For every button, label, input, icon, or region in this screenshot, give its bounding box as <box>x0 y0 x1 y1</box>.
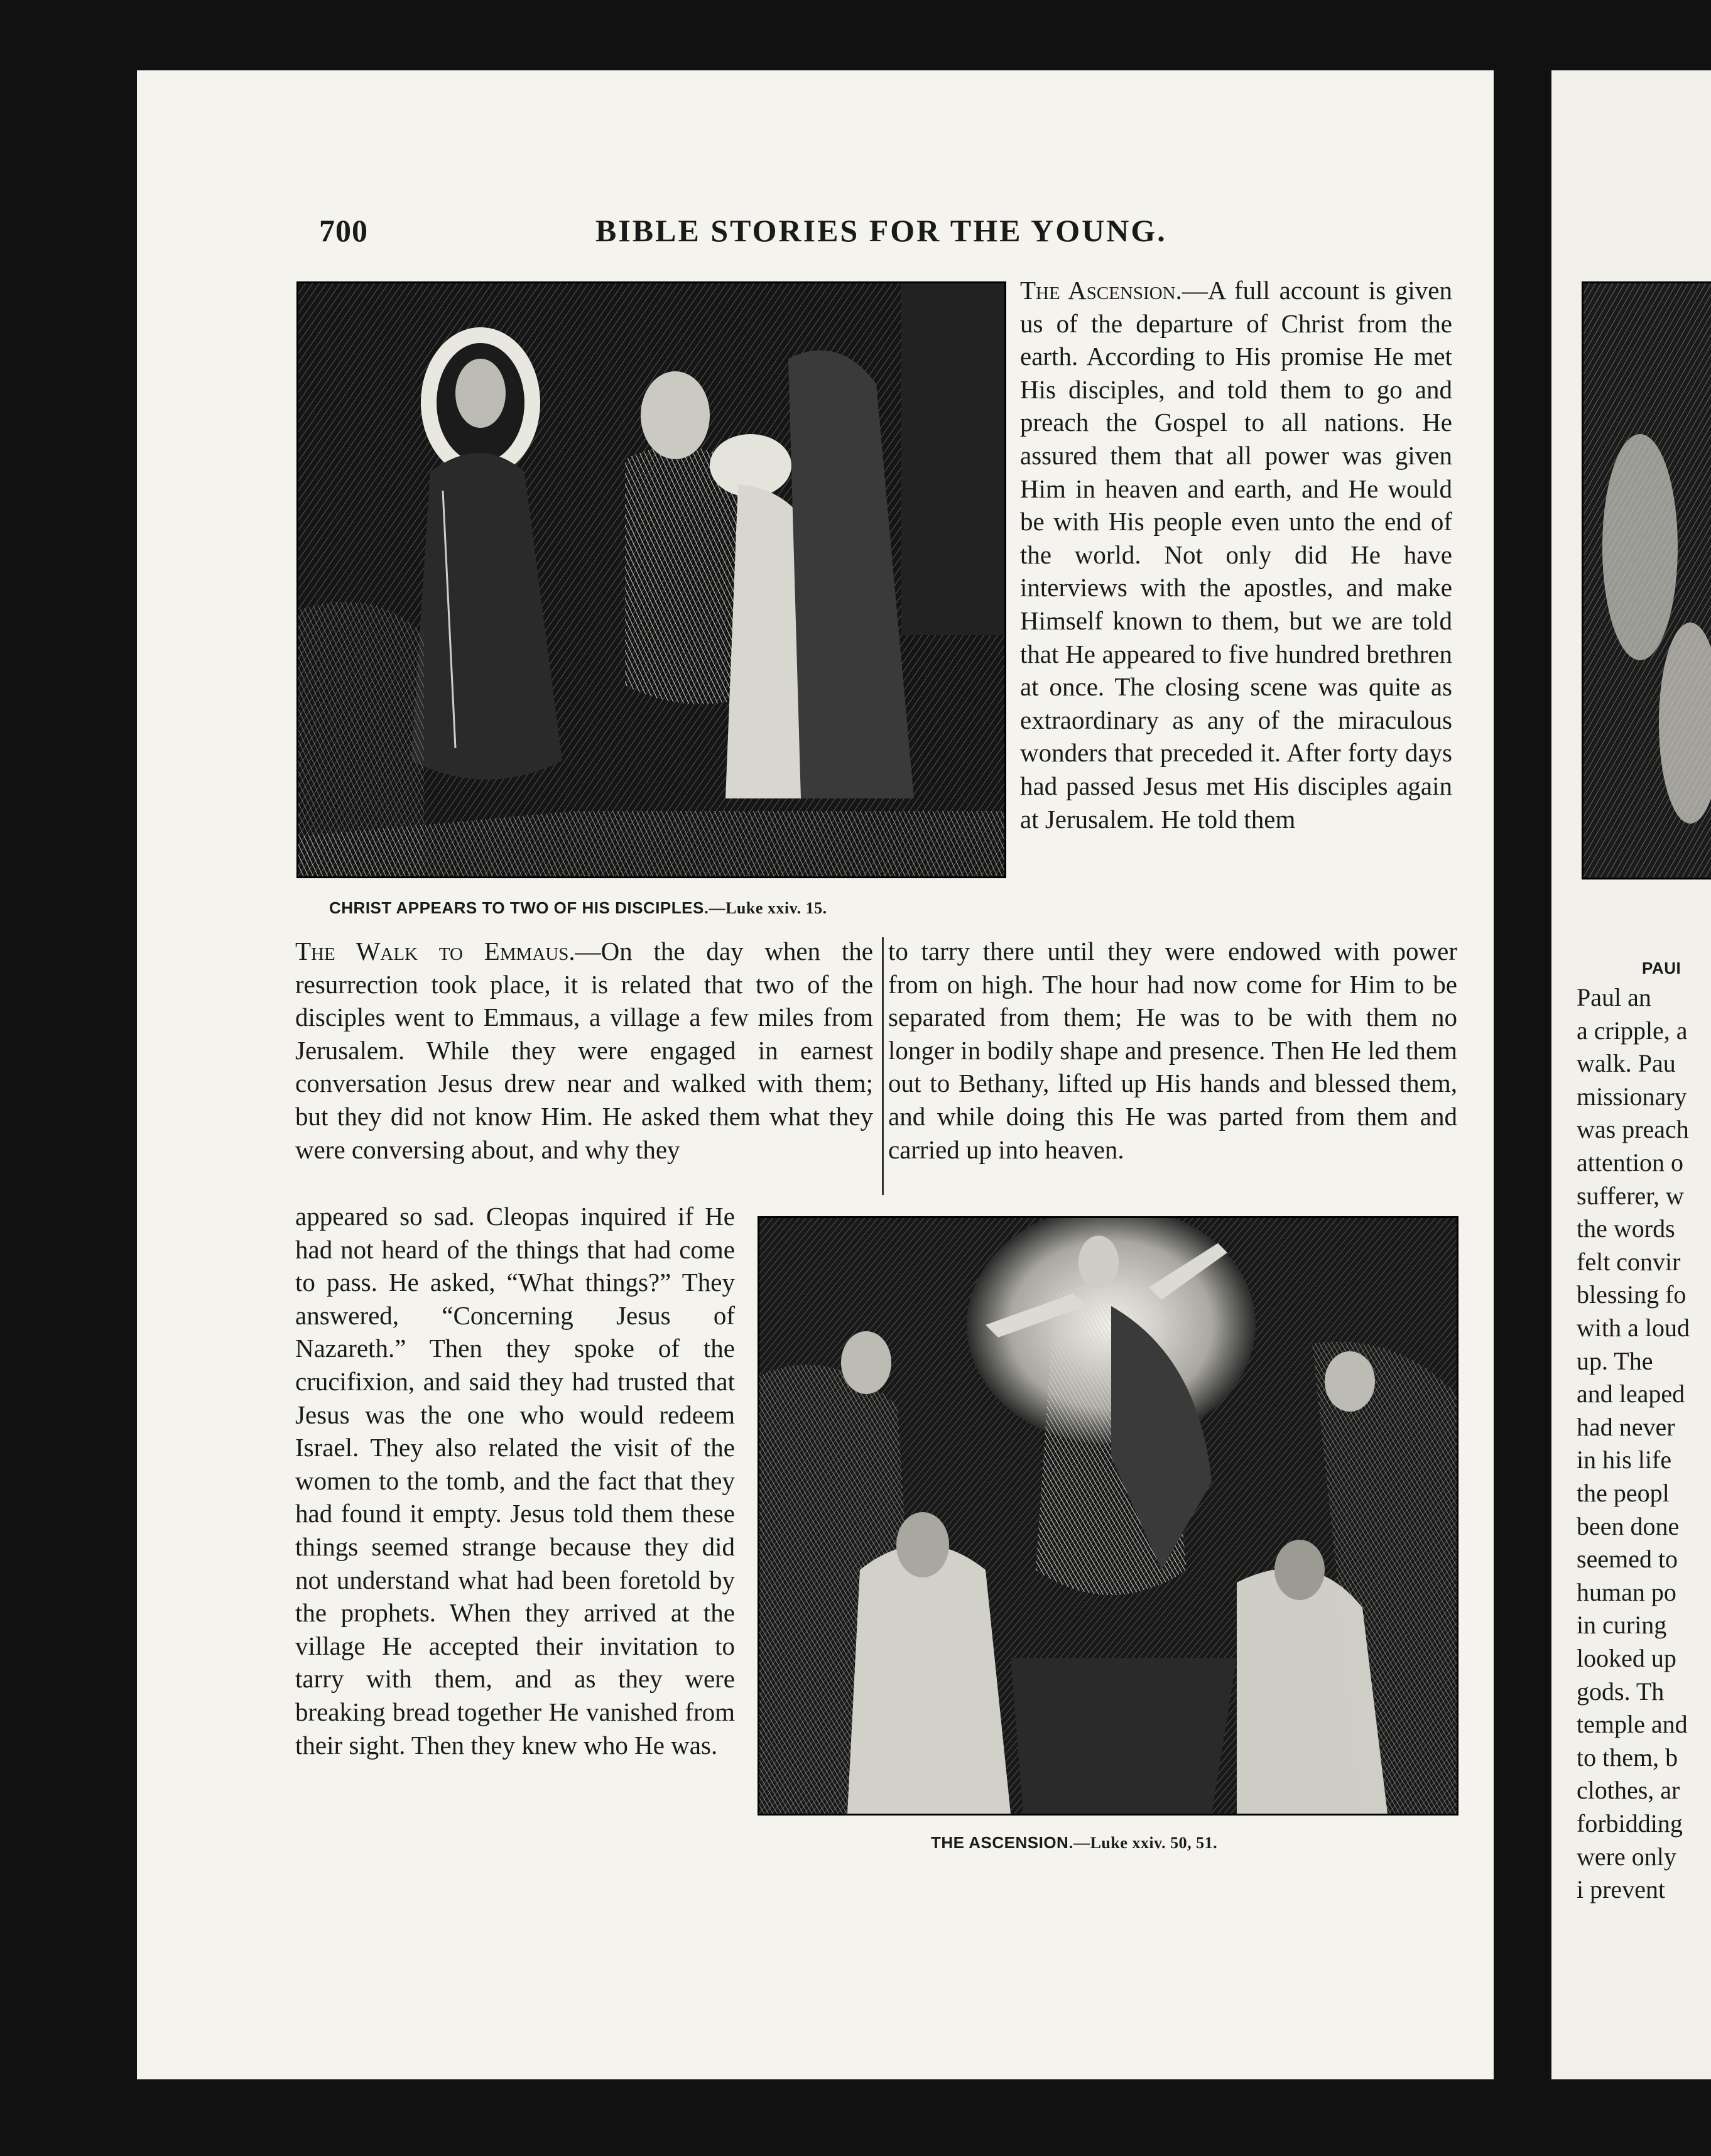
ascension-caption-main: THE ASCENSION. <box>931 1833 1074 1852</box>
facing-page-line: with a loud <box>1577 1314 1690 1342</box>
facing-page-line: sufferer, w <box>1577 1181 1684 1210</box>
ascension-body: —A full account is given us of the departure of Christ from the earth. According to His promise He met His disciples, and told them to go and preach the Gospel to all nations. He assured them that all power was given Him in heaven and earth, and He would be with His people even unto the end of the world. Not only did He have interviews with the apostles, and make Himself known to them, but we are told that He appeared to five hundred brethren at once. The closing scene was quite as extraordinary as any of the miraculous wonders that preceded it. After forty days had passed Jesus met His disciples again at Jerusalem. He told them <box>1020 276 1452 834</box>
emmaus-body-top: —On the day when the resurrection took place, it is related that two of the disciples went to Emmaus, a village a few miles from Jerusalem. While they were engaged in earnest conversation Jesus drew near and walked with them; but they did not know Him. He asked them what they were conversing about, and why they <box>295 937 873 1164</box>
facing-page-line: and leaped <box>1577 1380 1685 1408</box>
emmaus-text-column-bottom <box>295 1200 735 1866</box>
ascension-continuation <box>888 935 1457 1199</box>
facing-page-line: clothes, ar <box>1577 1776 1680 1805</box>
facing-page-line: been done <box>1577 1511 1680 1540</box>
facing-page-line: attention o <box>1577 1148 1683 1177</box>
ascension-illustration <box>758 1216 1458 1816</box>
facing-page-line: looked up <box>1577 1644 1676 1672</box>
facing-page-line: the words <box>1577 1214 1675 1243</box>
ascension-text-column <box>1020 274 1452 935</box>
emmaus-caption <box>329 898 827 918</box>
emmaus-body-bottom: appeared so sad. Cleopas inquired if He had not heard of the things that had come to pass. He asked, “What things?” They answered, “Concerning Jesus of Nazareth.” Then they spoke of the crucifixion, and said they had trusted that Jesus was the one who would redeem Israel. They also related the visit of the women to the tomb, and the fact that they had found it empty. Jesus told them these things seemed strange because they did not understand what had been foretold by the prophets. When they arrived at the village He accepted their invitation to tarry with them, and as they were breaking bread together He vanished from their sight. Then they knew who He was. <box>295 1202 735 1760</box>
facing-page-line: walk. Pau <box>1577 1049 1676 1078</box>
facing-page-line: felt convir <box>1577 1247 1681 1276</box>
facing-page <box>1551 70 1711 2079</box>
ascension-continuation-text: to tarry there until they were endowed with power from on high. The hour had now come for Him to be separated from them; He was to be with them no longer in bodily shape and presence. Then He led them out to Bethany, lifted up His hands and blessed them, and while doing this He was parted from them and carried up into heaven. <box>888 937 1457 1164</box>
page-number: 700 <box>319 213 368 248</box>
facing-page-line: in his life <box>1577 1446 1672 1474</box>
emmaus-caption-main: CHRIST APPEARS TO TWO OF HIS DISCIPLES. <box>329 898 709 917</box>
emmaus-heading: The Walk to Emmaus. <box>295 937 575 966</box>
facing-page-line: a cripple, a <box>1577 1016 1688 1045</box>
facing-page-line: was preach <box>1577 1115 1689 1144</box>
page-header <box>319 212 1286 256</box>
facing-page-illustration <box>1582 281 1711 879</box>
ascension-caption <box>931 1833 1217 1853</box>
facing-page-line: had never <box>1577 1412 1675 1441</box>
facing-page-line: temple and <box>1577 1710 1688 1739</box>
facing-page-line: up. The <box>1577 1346 1653 1375</box>
emmaus-illustration <box>296 281 1006 878</box>
facing-page-line: blessing fo <box>1577 1280 1687 1309</box>
facing-page-line: to them, b <box>1577 1743 1678 1772</box>
facing-page-line: were only <box>1577 1842 1676 1871</box>
facing-page-line: in curing <box>1577 1611 1667 1640</box>
ascension-heading: The Ascension. <box>1020 276 1182 305</box>
emmaus-text-column-top <box>295 935 873 1199</box>
facing-page-caption: PAUI <box>1642 959 1681 977</box>
running-title: BIBLE STORIES FOR THE YOUNG. <box>595 213 1167 248</box>
facing-page-line: seemed to <box>1577 1545 1678 1574</box>
facing-page-line: forbidding <box>1577 1809 1683 1838</box>
facing-page-line: missionary <box>1577 1082 1687 1111</box>
facing-page-line: Paul an <box>1577 983 1651 1011</box>
emmaus-caption-ref: —Luke xxiv. 15. <box>709 899 827 917</box>
facing-page-line: i prevent <box>1577 1875 1666 1904</box>
facing-page-line: gods. Th <box>1577 1677 1665 1706</box>
column-divider <box>882 937 884 1195</box>
facing-page-line: the peopl <box>1577 1479 1670 1507</box>
ascension-caption-ref: —Luke xxiv. 50, 51. <box>1073 1834 1218 1852</box>
facing-page-line: human po <box>1577 1577 1676 1606</box>
